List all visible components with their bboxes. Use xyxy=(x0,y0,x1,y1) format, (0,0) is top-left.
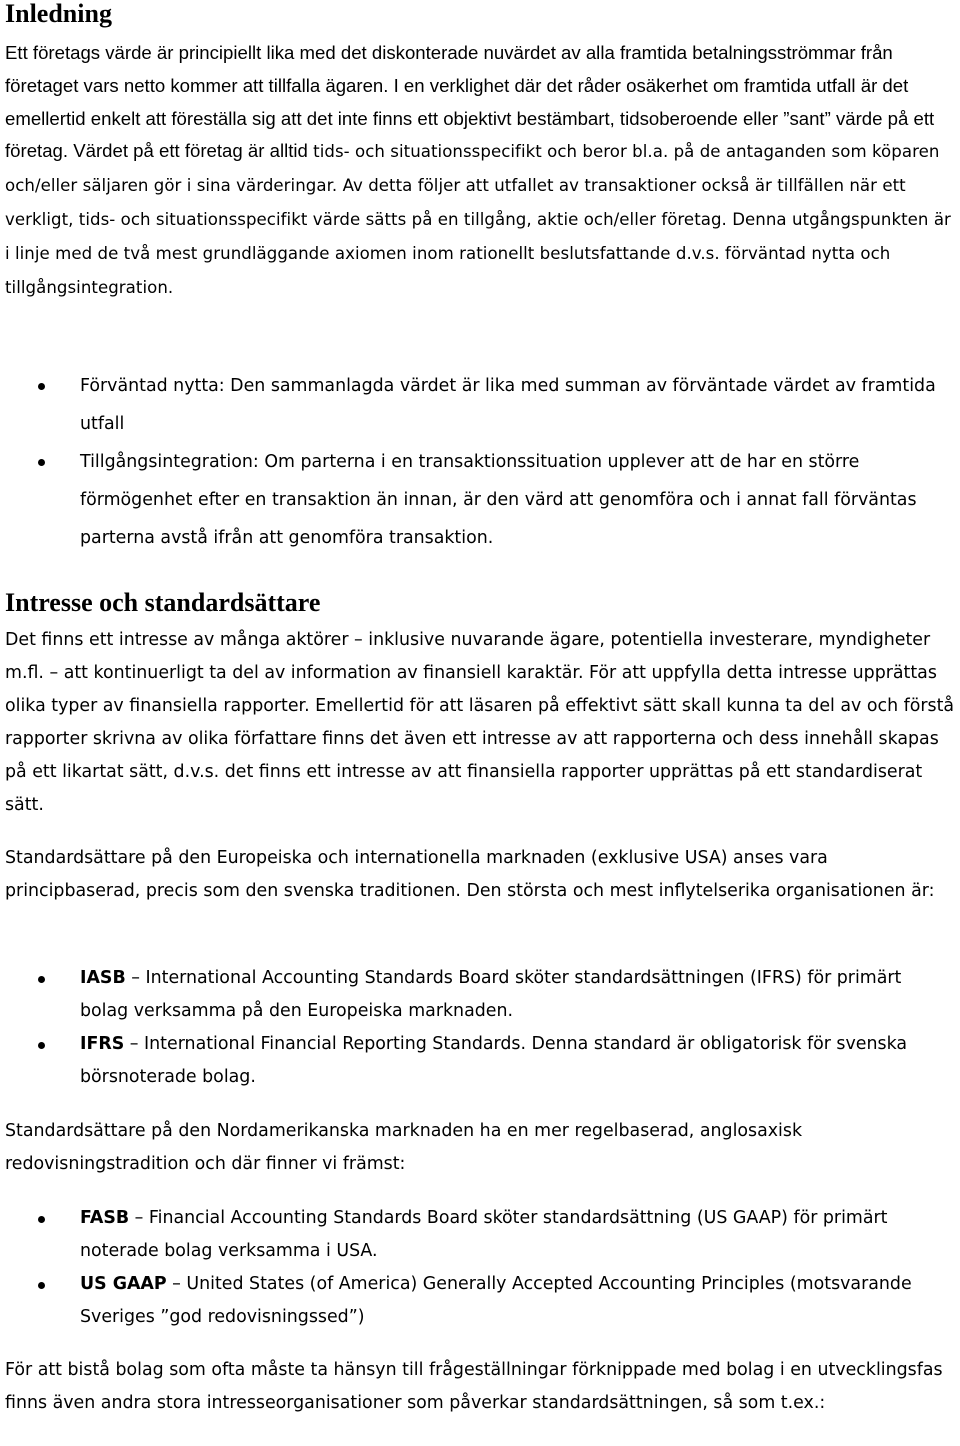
intro-text-main: Ett företags värde är principiellt lika med det diskonterade nuvärdet av alla framtida betalningsströmmar från företaget vars netto kommer att tillfalla ägaren. I en verklighet där det råder osäkerhet om framtida utfall är det emellertid enkelt att föreställa sig att det inte finns ett objektivt bestämbart, tidsoberoende eller ”sant” värde på ett företag. Värdet på ett företag är alltid xyxy=(5,42,935,162)
org-description: – Financial Accounting Standards Board sköter standardsättning (US GAAP) för primärt noterade bolag verksamma i USA. xyxy=(80,1208,888,1261)
europe-paragraph: Standardsättare på den Europeiska och internationella marknaden (exklusive USA) anses vara principbaserad, precis som den svenska traditionen. Den största och mest inflytelserika organisationen är: xyxy=(5,848,935,901)
org-description: – International Accounting Standards Board sköter standardsättningen (IFRS) för primärt bolag verksamma på den Europeiska marknaden. xyxy=(80,968,902,1021)
list-item xyxy=(0,1202,940,1268)
axiom-text: Tillgångsintegration: Om parterna i en transaktionssituation upplever att de har en större förmögenhet efter en transaktion än innan, är den värd att genomföra och i annat fall förväntas parterna avstå ifrån att genomföra transaktion. xyxy=(80,452,917,548)
list-item xyxy=(0,1028,940,1094)
bullet-icon xyxy=(38,1042,45,1049)
org-abbreviation: US GAAP xyxy=(80,1274,167,1294)
interest-paragraph: Det finns ett intresse av många aktörer – inklusive nuvarande ägare, potentiella investerare, myndigheter m.fl. – att kontinuerligt ta del av information av finansiell karaktär. För att uppfylla detta intresse upprättas olika typer av finansiella rapporter. Emellertid för att läsaren på effektivt sätt skall kunna ta del av och förstå rapporter skrivna av olika författare finns det även ett intresse av att rapporterna och dess innehåll skapas på ett likartat sätt, d.v.s. det finns ett intresse av att finansiella rapporter upprättas på ett standardiserat sätt. xyxy=(5,630,955,815)
intro-text-rest: tids- och situationsspecifikt och beror bl.a. på de antaganden som köparen och/eller säljaren gör i sina värderingar. Av detta följer att utfallet av transaktioner också är tillfällen när ett verkligt, tids- och situationsspecifikt värde sätts på en tillgång, aktie och/eller företag. Denna utgångspunkten är i linje med de två mest grundläggande axiomen inom rationellt beslutsfattande d.v.s. förväntad nytta och tillgångsintegration. xyxy=(5,142,951,297)
heading-inledning: Inledning xyxy=(5,0,112,28)
org-description: – International Financial Reporting Standards. Denna standard är obligatorisk för svenska börsnoterade bolag. xyxy=(80,1034,907,1087)
europe-org-list xyxy=(0,962,960,1094)
bullet-icon xyxy=(38,459,45,466)
org-abbreviation: IFRS xyxy=(80,1034,125,1054)
us-org-list xyxy=(0,1202,960,1334)
bullet-icon xyxy=(38,1216,45,1223)
org-abbreviation: IASB xyxy=(80,968,126,988)
list-item xyxy=(0,1268,940,1334)
heading-intresse-standardsattare: Intresse och standardsättare xyxy=(5,588,321,617)
org-description: – United States (of America) Generally Accepted Accounting Principles (motsvarande Sveriges ”god redovisningssed”) xyxy=(80,1274,912,1327)
list-item xyxy=(0,367,940,443)
bullet-icon xyxy=(38,383,45,390)
bullet-icon xyxy=(38,976,45,983)
us-paragraph: Standardsättare på den Nordamerikanska marknaden ha en mer regelbaserad, anglosaxisk redovisningstradition och där finner vi främst: xyxy=(5,1121,803,1174)
org-abbreviation: FASB xyxy=(80,1208,130,1228)
other-orgs-paragraph: För att bistå bolag som ofta måste ta hänsyn till frågeställningar förknippade med bolag i en utvecklingsfas finns även andra stora intresseorganisationer som påverkar standardsättningen, så som t.ex.: xyxy=(5,1360,943,1413)
intro-paragraph xyxy=(5,37,960,304)
axiom-list xyxy=(0,367,960,557)
list-item xyxy=(0,962,940,1028)
axiom-text: Förväntad nytta: Den sammanlagda värdet är lika med summan av förväntade värdet av framtida utfall xyxy=(80,376,936,434)
list-item xyxy=(0,443,940,557)
bullet-icon xyxy=(38,1282,45,1289)
